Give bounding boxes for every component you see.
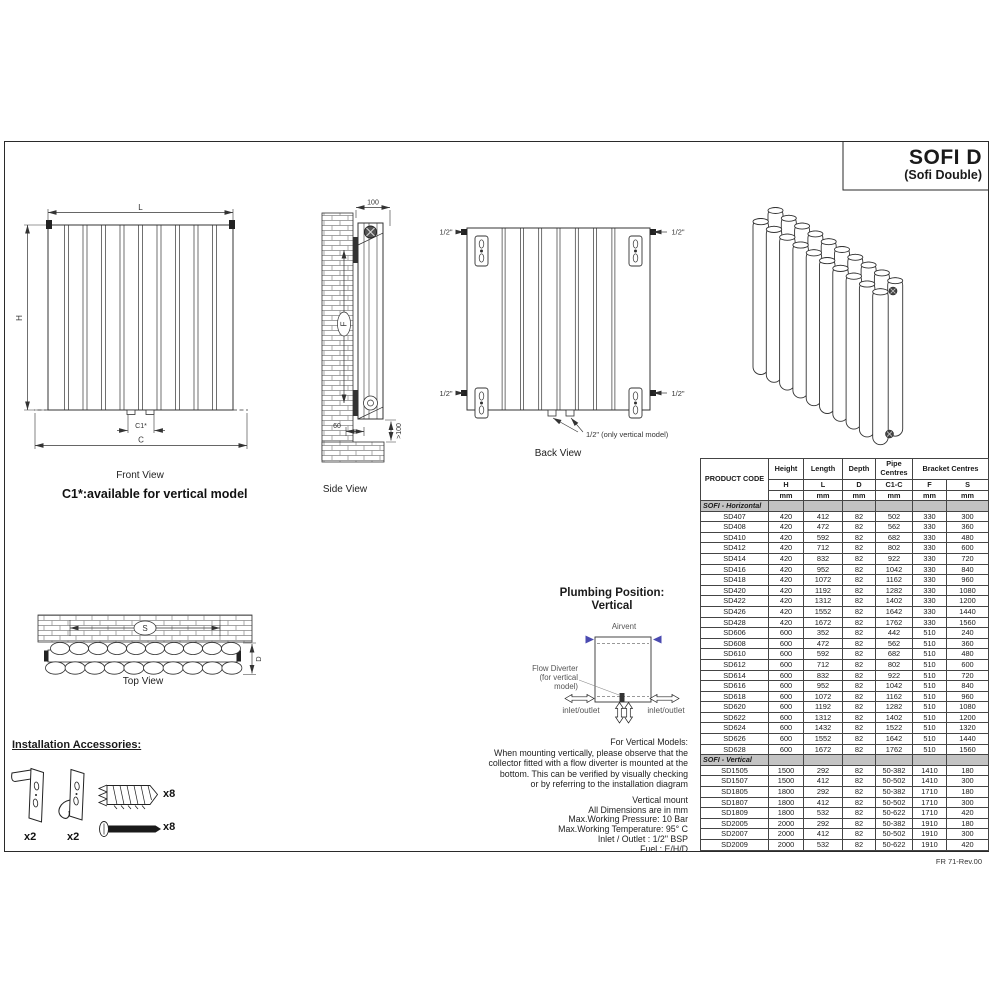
bottom-flow-arrow: [625, 703, 633, 724]
table-row: SD420 420 1192 82 1282 330 1080: [701, 585, 989, 596]
screw-icon: [100, 822, 162, 837]
col-sub-label: H: [769, 480, 804, 491]
bracket-a-icon: [12, 769, 44, 823]
conn-label-top-left: 1/2": [439, 227, 453, 237]
col-depth: Depth: [843, 459, 876, 480]
front-view-drawing: [15, 203, 248, 449]
front-radiator-body: [48, 225, 233, 410]
accessories-title: Installation Accessories:: [12, 739, 142, 751]
dim-label-S: S: [142, 624, 148, 633]
table-row: SD418 420 1072 82 1162 330 960: [701, 575, 989, 586]
back-view-label: Back View: [534, 448, 582, 459]
table-row: SD426 420 1552 82 1642 330 1440: [701, 606, 989, 617]
front-bottom-stub: [127, 410, 135, 415]
table-section-row: [701, 755, 989, 766]
col-bracket-centres: Bracket Centres: [913, 459, 989, 480]
back-bottom-connection: [566, 410, 574, 416]
inlet-outlet-label-left: inlet/outlet: [562, 706, 600, 715]
bracket-a-qty: x2: [24, 831, 37, 843]
airvent-arrow-left: [586, 636, 595, 644]
col-sub-label: C1-C: [876, 480, 913, 491]
top-view-drawing: [38, 615, 263, 675]
dim-label-D: D: [254, 656, 263, 662]
wall-bracket: [629, 388, 642, 418]
dim-label-C1: C1*: [135, 423, 147, 430]
table-row: SD422 420 1312 82 1402 330 1200: [701, 596, 989, 607]
section-name: SOFI - Horizontal: [701, 501, 769, 512]
col-pipe-centres: Pipe Centres: [876, 459, 913, 480]
inlet-outlet-label-right: inlet/outlet: [647, 706, 685, 715]
document-reference: FR 71-Rev.00: [935, 857, 982, 866]
table-row: SD2009 2000 532 82 50-622 1910 420: [701, 840, 989, 851]
bottom-flow-arrow: [616, 703, 624, 724]
side-radiator-profile: [358, 223, 383, 419]
table-row: SD408 420 472 82 562 330 360: [701, 522, 989, 533]
radiator-tubes: [753, 208, 903, 445]
dim-label-F: F: [339, 321, 349, 327]
inlet-outlet-arrow-right: [650, 695, 679, 703]
col-height: Height: [769, 459, 804, 480]
front-bottom-stub: [146, 410, 154, 415]
table-row: SD622 600 1312 82 1402 510 1200: [701, 712, 989, 723]
table-row: SD606 600 352 82 442 510 240: [701, 628, 989, 639]
col-length: Length: [804, 459, 843, 480]
table-row: SD410 420 592 82 682 330 480: [701, 532, 989, 543]
col-unit: mm: [804, 490, 843, 501]
table-row: SD628 600 1672 82 1762 510 1560: [701, 744, 989, 755]
table-row: SD1807 1800 412 82 50-502 1710 300: [701, 797, 989, 808]
table-row: SD2007 2000 412 82 50-502 1910 300: [701, 829, 989, 840]
side-bracket: [353, 237, 358, 263]
dim-label-L: L: [138, 203, 143, 212]
dim-label-gt100: >100: [396, 423, 403, 439]
table-row: SD624 600 1432 82 1522 510 1320: [701, 723, 989, 734]
table-row: SD414 420 832 82 922 330 720: [701, 553, 989, 564]
wall-bracket: [475, 388, 488, 418]
table-row: SD608 600 472 82 562 510 360: [701, 638, 989, 649]
plumbing-radiator-outline: [595, 637, 651, 702]
flow-diverter-label: Flow Diverter (for vertical model): [532, 664, 578, 691]
flow-diverter-marker: [620, 693, 625, 702]
airvent-arrow-right: [653, 636, 662, 644]
front-view-label: Front View: [116, 470, 164, 481]
table-row: SD620 600 1192 82 1282 510 1080: [701, 702, 989, 713]
product-subtitle: (Sofi Double): [904, 168, 982, 183]
vertical-models-note: For Vertical Models: When mounting vertically, please observe that the collector fitted with a flow diverter is mounted at the bottom. This can be verified by visually checking or by referring to the installation diagram: [488, 737, 688, 790]
conn-label-bottom-right: 1/2": [671, 389, 685, 398]
table-row: SD616 600 952 82 1042 510 840: [701, 681, 989, 692]
conn-note-vertical-model: 1/2" (only vertical model): [586, 430, 669, 439]
table-row: SD428 420 1672 82 1762 330 1560: [701, 617, 989, 628]
col-sub-label: L: [804, 480, 843, 491]
table-row: SD610 600 592 82 682 510 480: [701, 649, 989, 660]
side-view-label: Side View: [322, 484, 368, 495]
table-row: SD407 420 412 82 502 330 300: [701, 511, 989, 522]
col-unit: mm: [876, 490, 913, 501]
front-top-right-tab: [229, 220, 235, 229]
dim-label-100: 100: [367, 199, 379, 207]
table-row: SD1505 1500 292 82 50-382 1410 180: [701, 765, 989, 776]
screw-qty: x8: [163, 821, 176, 833]
table-row: SD618 600 1072 82 1162 510 960: [701, 691, 989, 702]
table-row: SD626 600 1552 82 1642 510 1440: [701, 734, 989, 745]
dim-label-60: 60: [333, 423, 341, 430]
conn-label-bottom-left: 1/2": [439, 389, 453, 398]
product-spec-table: [700, 458, 989, 851]
perspective-view-drawing: [753, 208, 903, 445]
table-row: SD2005 2000 292 82 50-382 1910 180: [701, 818, 989, 829]
front-top-left-tab: [46, 220, 52, 229]
col-sub-label: D: [843, 480, 876, 491]
dim-label-C: C: [138, 435, 144, 445]
table-row: SD1809 1800 532 82 50-622 1710 420: [701, 808, 989, 819]
dim-label-H: H: [15, 315, 24, 321]
col-sub-label: F: [913, 480, 947, 491]
back-view-drawing: [439, 228, 684, 440]
wall-plug-icon: [99, 785, 158, 809]
inlet-outlet-arrow-left: [565, 695, 594, 703]
table-row: SD1805 1800 292 82 50-382 1710 180: [701, 787, 989, 798]
table-row: SD612 600 712 82 802 510 600: [701, 659, 989, 670]
col-sub-label: S: [947, 480, 989, 491]
plumbing-title: Plumbing Position: Vertical: [559, 587, 665, 612]
col-product-code: PRODUCT CODE: [701, 459, 769, 501]
side-floor-bricks: [322, 442, 384, 462]
product-table-container: [700, 458, 989, 851]
back-radiator-body: [467, 228, 650, 410]
col-unit: mm: [913, 490, 947, 501]
table-row: SD1507 1500 412 82 50-502 1410 300: [701, 776, 989, 787]
section-name: SOFI - Vertical: [701, 755, 769, 766]
back-bottom-connection: [548, 410, 556, 416]
top-view-label: Top View: [122, 676, 164, 687]
product-title: SOFI D: [908, 146, 982, 169]
c1-availability-note: C1*:available for vertical model: [62, 487, 248, 501]
wall-bracket: [475, 236, 488, 266]
title-block: [758, 147, 982, 182]
bracket-b-qty: x2: [67, 831, 80, 843]
col-unit: mm: [843, 490, 876, 501]
spec-notes: Vertical mount All Dimensions are in mm Max.Working Pressure: 10 Bar Max.Working Temperature: 95° C Inlet / Outlet : 1/2" BSP Fuel : E/H/D: [558, 795, 688, 854]
bracket-b-icon: [59, 770, 84, 821]
col-unit: mm: [947, 490, 989, 501]
wall-bracket: [629, 236, 642, 266]
wall-plug-qty: x8: [163, 788, 176, 800]
side-view-drawing: [322, 200, 403, 463]
table-row: SD416 420 952 82 1042 330 840: [701, 564, 989, 575]
conn-label-top-right: 1/2": [671, 227, 685, 237]
side-bracket: [353, 390, 358, 416]
col-unit: mm: [769, 490, 804, 501]
airvent-label: Airvent: [611, 622, 637, 631]
table-row: SD412 420 712 82 802 330 600: [701, 543, 989, 554]
accessories-icons: [12, 769, 161, 837]
table-section-row: [701, 501, 989, 512]
table-row: SD614 600 832 82 922 510 720: [701, 670, 989, 681]
